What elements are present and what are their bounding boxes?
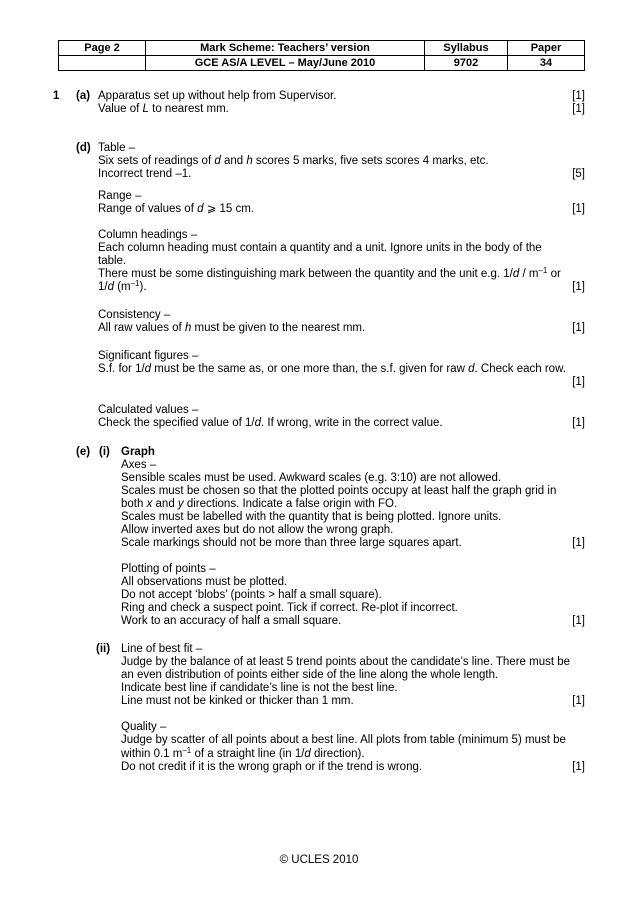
axes-line1: Sensible scales must be used. Awkward scales (e.g. 3:10) are not allowed. [121,472,502,484]
column-heading: Column headings – [98,229,198,241]
var-d: d [512,268,520,280]
part-a-mark2: [1] [572,103,585,115]
part-e-label: (e) [76,446,91,458]
var-d: d [144,363,152,375]
text: must be the same as, or one more than, the s.f. given for raw [151,363,469,375]
text: and [220,155,247,167]
graph-heading: Graph [121,446,155,458]
part-d-label: (d) [76,142,91,154]
var-x: x [146,498,153,510]
calc-mark: [1] [572,417,585,429]
plotting-line3: Ring and check a suspect point. Tick if correct. Re-plot if incorrect. [121,602,458,614]
superscript: –1 [130,279,140,288]
text: directions. Indicate a false origin with FO. [183,498,398,510]
text: ). [139,281,147,293]
plotting-line2: Do not accept ‘blobs’ (points > half a small square). [121,589,382,601]
axes-heading: Axes – [121,459,157,471]
text: Range of values of [98,203,198,215]
column-mark: [1] [572,281,585,293]
text: All raw values of [98,322,185,334]
var-d: d [214,155,221,167]
part-e-ii-label: (ii) [96,643,111,655]
text: to nearest mm. [148,103,229,115]
text: of a straight line (in 1/ [191,748,305,760]
var-y: y [177,498,184,510]
title-line2: GCE AS/A LEVEL – May/June 2010 [146,56,425,71]
table-mark: [5] [572,168,585,180]
column-line1: Each column heading must contain a quantity and a unit. Ignore units in the body of the [98,242,542,254]
column-line2: table. [98,255,127,267]
text: within 0.1 m [121,748,183,760]
text: S.f. for 1/ [98,363,145,375]
syllabus-value: 9702 [425,56,508,71]
plotting-line1: All observations must be plotted. [121,576,288,588]
sf-heading: Significant figures – [98,350,199,362]
quality-mark: [1] [572,761,585,773]
text: Value of [98,103,143,115]
part-a-label: (a) [76,90,91,102]
bestfit-line1: Judge by the balance of at least 5 trend points about the candidate’s line. There must be [121,656,571,668]
text: both [121,498,147,510]
text: 1/ [98,281,108,293]
text: . If wrong, write in the correct value. [261,417,443,429]
text: and [152,498,178,510]
text: There must be some distinguishing mark between the quantity and the unit e.g. 1/ [98,268,513,280]
bestfit-mark: [1] [572,695,585,707]
syllabus-label: Syllabus [425,41,508,56]
text: Six sets of readings of [98,155,215,167]
column-line4 [98,281,586,295]
var-l: L [142,103,149,115]
column-line3 [98,268,586,282]
text: direction). [310,748,365,760]
calc-heading: Calculated values – [98,404,199,416]
var-d: d [107,281,114,293]
superscript: –1 [182,746,192,755]
text: Check the specified value of 1/ [98,417,255,429]
text: ⩾ 15 cm. [203,203,255,215]
table-line2: Incorrect trend –1. [98,168,192,180]
range-line1 [98,203,586,217]
part-a-mark1: [1] [572,90,585,102]
axes-line6: Scale markings should not be more than three large squares apart. [121,537,462,549]
sf-mark: [1] [572,376,585,388]
range-heading: Range – [98,190,142,202]
plotting-mark: [1] [572,615,585,627]
axes-line4: Scales must be labelled with the quantity that is being plotted. Ignore units. [121,511,502,523]
consistency-heading: Consistency – [98,309,171,321]
part-e-i-label: (i) [99,446,110,458]
quality-line2 [121,748,586,762]
text: scores 5 marks, five sets scores 4 marks, etc. [252,155,489,167]
paper-label: Paper [508,41,585,56]
quality-line1: Judge by scatter of all points about a best line. All plots from table (minimum 5) must be [121,734,566,746]
bestfit-heading: Line of best fit – [121,643,203,655]
bestfit-line2: an even distribution of points either side of the line along the whole length. [121,669,499,681]
text: Apparatus set up without help from Supervisor. [98,90,337,102]
text: / m [519,268,539,280]
text: or [547,268,561,280]
part-a-line2 [98,103,586,117]
axes-line2: Scales must be chosen so that the plotted points occupy at least half the graph grid in [121,485,557,497]
calc-line1 [98,417,586,431]
axes-line5: Allow inverted axes but do not allow the wrong graph. [121,524,394,536]
page-cell-empty [59,56,146,71]
axes-mark: [1] [572,537,585,549]
table-line1 [98,155,586,169]
quality-heading: Quality – [121,721,167,733]
bestfit-line3: Indicate best line if candidate’s line is not the best line. [121,682,398,694]
superscript: –1 [538,266,548,275]
var-d: d [304,748,311,760]
plotting-line4: Work to an accuracy of half a small square. [121,615,342,627]
text: (m [114,281,131,293]
footer-copyright: © UCLES 2010 [279,854,359,866]
var-d: d [254,417,262,429]
var-h: h [184,322,192,334]
var-d: d [468,363,475,375]
paper-value: 34 [508,56,585,71]
title-line1: Mark Scheme: Teachers’ version [146,41,425,56]
page-cell: Page 2 [59,41,146,56]
table-heading: Table – [98,142,136,154]
range-mark: [1] [572,203,585,215]
bestfit-line4: Line must not be kinked or thicker than 1 mm. [121,695,354,707]
var-d: d [197,203,204,215]
header-table [58,40,585,71]
quality-line3: Do not credit if it is the wrong graph or if the trend is wrong. [121,761,423,773]
plotting-heading: Plotting of points – [121,563,216,575]
consistency-line1 [98,322,586,336]
axes-line3 [121,498,586,512]
sf-line1 [98,363,586,377]
consistency-mark: [1] [572,322,585,334]
var-h: h [246,155,253,167]
question-number: 1 [53,90,60,102]
part-a-line1 [98,90,586,104]
text: . Check each row. [474,363,566,375]
text: must be given to the nearest mm. [191,322,366,334]
